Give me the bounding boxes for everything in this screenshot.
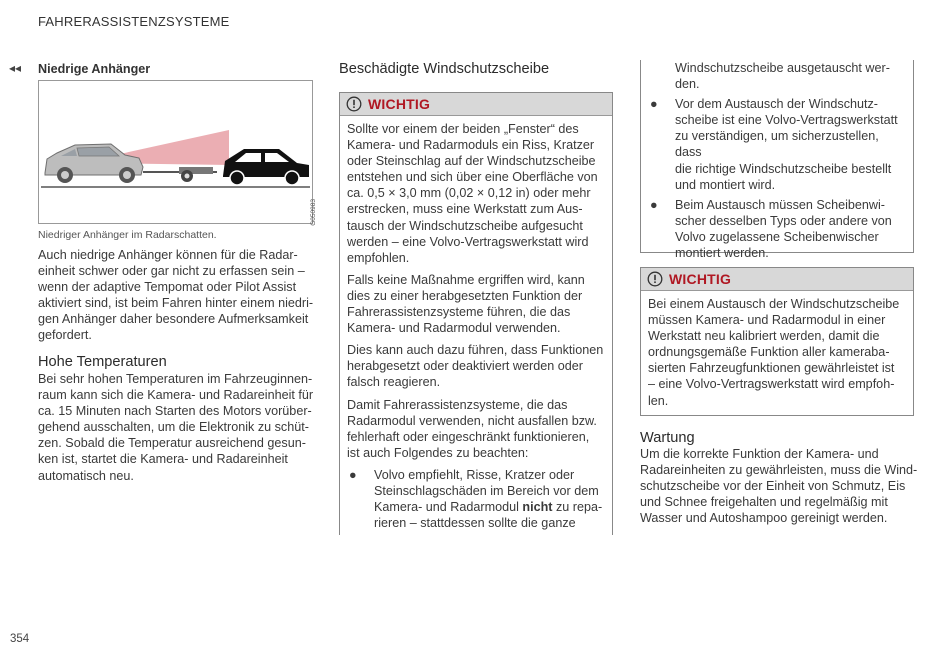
warning-header (340, 93, 612, 116)
paragraph-maintenance: Um die korrekte Funktion der Kamera- und Radareinheiten zu gewährleisten, muss die Wind- schutzscheibe vor der Einheit von Schmutz, Eis und Schnee freigehalten und regelmäßig mit Wasser und Autoshampoo gereinigt werden. (640, 447, 918, 526)
list-item: ● Volvo empfiehlt, Risse, Kratzer oder Steinschlagschäden im Bereich vor dem Kamera- und Radarmodul nicht zu repa- rieren – stattdessen sollte die ganze (349, 467, 603, 531)
exclamation-circle-icon (346, 96, 362, 112)
warning-box-windscreen-continued (640, 60, 914, 261)
figure-caption: Niedriger Anhänger im Radarschatten. (38, 229, 217, 241)
bullet-dot: ● (650, 97, 658, 112)
warning-header (641, 268, 913, 291)
bullet-dot: ● (349, 467, 357, 482)
hatchback-car-shape (223, 149, 309, 185)
warning-title: WICHTIG (669, 270, 732, 287)
low-trailer-shape (143, 167, 217, 182)
warning-box-calibration (640, 267, 914, 416)
section-heading-damaged-windscreen: Beschädigte Windschutzscheibe (339, 61, 550, 77)
list-item: ● Beim Austausch müssen Scheibenwi- scher desselben Typs oder andere von Volvo zugelassene Scheibenwischer montiert werden. (650, 197, 892, 261)
warning-paragraph-2: Falls keine Maßnahme ergriffen wird, kann dies zu einer herabgesetzten Funktion der Fahrerassistenzsysteme führen, die das Kamera- und Radarmodul verwenden. (347, 272, 585, 336)
page-number: 354 (10, 633, 30, 645)
section-heading-low-trailers: Niedrige Anhänger (38, 62, 151, 76)
figure-code: G050983 (310, 199, 317, 226)
exclamation-circle-icon (647, 271, 663, 287)
list-item: ● Vor dem Austausch der Windschutz- scheibe ist eine Volvo-Vertragswerkstatt zu verständigen, um sicherzustellen, dass die richtige Windschutzscheibe bestellt und montiert wird. (650, 97, 898, 192)
bullet-dot: ● (650, 197, 658, 212)
warning-body: Bei einem Austausch der Windschutzscheibe müssen Kamera- und Radarmodul in einer Werkstatt neu kalibriert werden, damit die ordnungsgemäße Funktion aller kameraba- sierten Fahrzeugfunktionen gewährleistet ist – eine Volvo-Vertragswerkstatt wird empfoh- len. (648, 297, 900, 408)
running-header: FAHRERASSISTENZSYSTEME (38, 14, 230, 29)
back-arrows-icon[interactable]: ◂◂ (9, 61, 22, 75)
section-heading-maintenance: Wartung (640, 430, 695, 446)
warning-paragraph-1: Sollte vor einem der beiden „Fenster“ des Kamera- und Radarmoduls ein Riss, Kratzer oder Steinschlag auf der Windschutzscheibe entstehen und sich über eine Oberfläche von ca. 0,5 × 3,0 mm (0,02 × 0,12 in) oder mehr erstrecken, muss eine Werkstatt zum Aus- tausch der Windschutzscheibe aufgesucht werden – eine Volvo-Vertragswerkstatt wird empfohlen. (347, 122, 598, 265)
paragraph-low-trailers: Auch niedrige Anhänger können für die Radar- einheit schwer oder gar nicht zu erfassen sein – wenn der adaptive Tempomat oder Pilot Assist aktiviert sind, ist beim Fahren hinter einem niedri- gen Anhänger daher besondere Aufmerksamkeit gefordert. (38, 248, 314, 343)
paragraph-high-temperatures: Bei sehr hohen Temperaturen im Fahrzeuginnen- raum kann sich die Kamera- und Radareinheit für ca. 15 Minuten nach Starten des Motors vorüber- gehend ausschalten, um die Elektronik zu schüt- zen. Sobald die Temperatur ausreichend gesun- ken ist, startet die Kamera- und Radareinheit automatisch neu. (38, 372, 314, 483)
radar-shadow-drawing (39, 81, 312, 223)
bullet-continuation: Windschutzscheibe ausgetauscht wer- den. (675, 61, 890, 92)
illustration-low-trailer-radar (38, 80, 317, 226)
warning-body (340, 116, 612, 537)
warning-paragraph-4: Damit Fahrerassistenzsysteme, die das Radarmodul verwenden, nicht ausfallen bzw. fehlerhaft oder eingeschränkt funktionieren, ist auch Folgendes zu beachten: (347, 397, 597, 460)
warning-title: WICHTIG (368, 95, 431, 112)
warning-paragraph-3: Dies kann auch dazu führen, dass Funktionen herabgesetzt oder deaktiviert werden oder falsch reagieren. (347, 343, 604, 390)
suv-car-shape (45, 144, 143, 183)
section-heading-high-temperatures: Hohe Temperaturen (38, 354, 167, 370)
warning-box-windscreen (339, 92, 613, 535)
